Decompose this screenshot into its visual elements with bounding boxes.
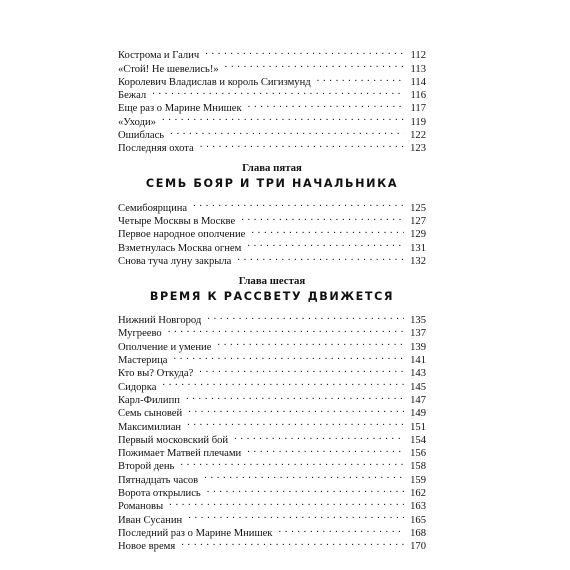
dot-leader [170, 125, 404, 138]
toc-entry-page: 116 [410, 90, 426, 102]
chapter-label: Глава пятая [242, 162, 302, 175]
chapter-5 [118, 161, 426, 267]
toc-entry-page: 113 [410, 63, 426, 75]
toc-entry-title: Снова туча луну закрыла [118, 255, 232, 267]
chapter-title: СЕМЬ БОЯР И ТРИ НАЧАЛЬНИКА [145, 177, 399, 191]
dot-leader [207, 310, 404, 323]
toc-entry[interactable] [118, 98, 426, 115]
dot-leader [187, 416, 404, 429]
toc-entry-title: Еще раз о Марине Мнишек [118, 103, 242, 115]
toc-entry-title: Кострома и Галич [118, 50, 200, 62]
toc-entry-page: 119 [410, 116, 426, 128]
toc-entry-page: 163 [410, 501, 426, 513]
toc-entry-title: Мугреево [118, 328, 162, 340]
dot-leader [317, 72, 404, 85]
toc-entry-title: Карл-Филипп [118, 394, 180, 406]
toc-section-chapter-5 [118, 197, 426, 267]
toc-entry-title: Иван Сусанин [118, 514, 183, 526]
toc-entry[interactable] [118, 111, 426, 128]
dot-leader [180, 456, 404, 469]
toc-entry-title: Сидорка [118, 381, 157, 393]
toc-entry-title: Кто вы? Откуда? [118, 368, 194, 380]
toc-entry-page: 132 [410, 255, 426, 267]
toc-entry-page: 168 [410, 527, 426, 539]
toc-entry-page: 129 [410, 229, 426, 241]
toc-entry-page: 127 [410, 215, 426, 227]
dot-leader [248, 98, 404, 111]
toc-entry-page: 141 [410, 355, 426, 367]
dot-leader [200, 138, 404, 151]
toc-entry-title: Максимилиан [118, 421, 182, 433]
dot-leader [193, 197, 404, 210]
toc-section-intro [118, 45, 426, 155]
toc-entry-page: 139 [410, 341, 426, 353]
dot-leader [241, 211, 404, 224]
dot-leader [247, 237, 404, 250]
toc-entry-title: Первый московский бой [118, 434, 229, 446]
toc-entry-title: Последняя охота [118, 143, 194, 155]
toc-entry-page: 154 [410, 434, 426, 446]
toc-entry-page: 159 [410, 474, 426, 486]
toc-entry[interactable] [118, 509, 426, 526]
dot-leader [225, 58, 404, 71]
toc-entry-title: Последний раз о Марине Мнишек [118, 527, 273, 539]
dot-leader [186, 390, 404, 403]
dot-leader [188, 403, 404, 416]
toc-entry-title: «Стой! Не шевелись!» [118, 63, 219, 75]
dot-leader [237, 251, 404, 264]
toc-entry-title: Мастерица [118, 355, 168, 367]
toc-entry-page: 147 [410, 394, 426, 406]
toc-entry-title: Ворота открылись [118, 488, 201, 500]
dot-leader [162, 111, 404, 124]
chapter-label: Глава шестая [238, 274, 306, 287]
dot-leader [168, 323, 404, 336]
toc-entry-title: Новое время [118, 541, 176, 553]
toc-entry[interactable] [118, 376, 426, 393]
toc-entry-page: 158 [410, 461, 426, 473]
toc-entry[interactable] [118, 45, 426, 62]
toc-entry-title: Ополчение и умение [118, 341, 212, 353]
toc-entry[interactable] [118, 85, 426, 102]
toc-entry-title: Второй день [118, 461, 175, 473]
dot-leader [199, 363, 404, 376]
toc-entry-page: 122 [410, 130, 426, 142]
dot-leader [181, 536, 404, 549]
dot-leader [152, 85, 404, 98]
dot-leader [251, 224, 404, 237]
toc-entry[interactable] [118, 138, 426, 155]
toc-entry-page: 117 [410, 103, 426, 115]
toc-entry-title: Пожимает Матвей плечами [118, 448, 242, 460]
toc-entry-title: Семибоярщина [118, 202, 188, 214]
toc-entry-title: Романовы [118, 501, 164, 513]
toc-entry-title: Бежал [118, 90, 147, 102]
toc-page [118, 45, 426, 553]
dot-leader [205, 45, 404, 58]
dot-leader [234, 430, 404, 443]
toc-entry-page: 123 [410, 143, 426, 155]
toc-entry-title: Ошиблась [118, 130, 165, 142]
toc-entry-page: 149 [410, 408, 426, 420]
toc-entry-page: 137 [410, 328, 426, 340]
toc-entry-title: Семь сыновей [118, 408, 183, 420]
dot-leader [174, 350, 405, 363]
toc-entry[interactable] [118, 125, 426, 142]
toc-entry-title: Четыре Москвы в Москве [118, 215, 236, 227]
dot-leader [207, 483, 404, 496]
toc-entry-title: Нижний Новгород [118, 315, 202, 327]
toc-entry-title: Королевич Владислав и король Сигизмунд [118, 76, 311, 88]
toc-entry-page: 162 [410, 488, 426, 500]
toc-entry-page: 156 [410, 448, 426, 460]
dot-leader [204, 469, 404, 482]
toc-entry-title: Пятнадцать часов [118, 474, 199, 486]
toc-entry-title: Первое народное ополчение [118, 229, 246, 241]
toc-entry-page: 135 [410, 315, 426, 327]
toc-entry-title: «Уходи» [118, 116, 156, 128]
toc-entry-page: 125 [410, 202, 426, 214]
dot-leader [247, 443, 404, 456]
toc-entry-page: 170 [410, 541, 426, 553]
toc-entry-page: 151 [410, 421, 426, 433]
toc-entry[interactable] [118, 310, 426, 327]
toc-entry[interactable] [118, 390, 426, 406]
toc-entry-page: 165 [410, 514, 426, 526]
toc-entry-page: 131 [410, 242, 426, 254]
dot-leader [217, 336, 404, 349]
toc-entry-page: 112 [410, 50, 426, 62]
toc-entry-title: Взметнулась Москва огнем [118, 242, 242, 254]
chapter-6 [118, 274, 426, 553]
toc-entry[interactable] [118, 197, 426, 214]
chapter-title: ВРЕМЯ К РАССВЕТУ ДВИЖЕТСЯ [149, 289, 395, 303]
dot-leader [188, 509, 404, 522]
toc-entry-page: 114 [410, 76, 426, 88]
toc-entry-page: 143 [410, 368, 426, 380]
toc-entry[interactable] [118, 336, 426, 353]
toc-entry-page: 145 [410, 381, 426, 393]
dot-leader [162, 376, 404, 389]
toc-section-chapter-6 [118, 310, 426, 553]
dot-leader [169, 496, 404, 509]
dot-leader [278, 523, 404, 536]
